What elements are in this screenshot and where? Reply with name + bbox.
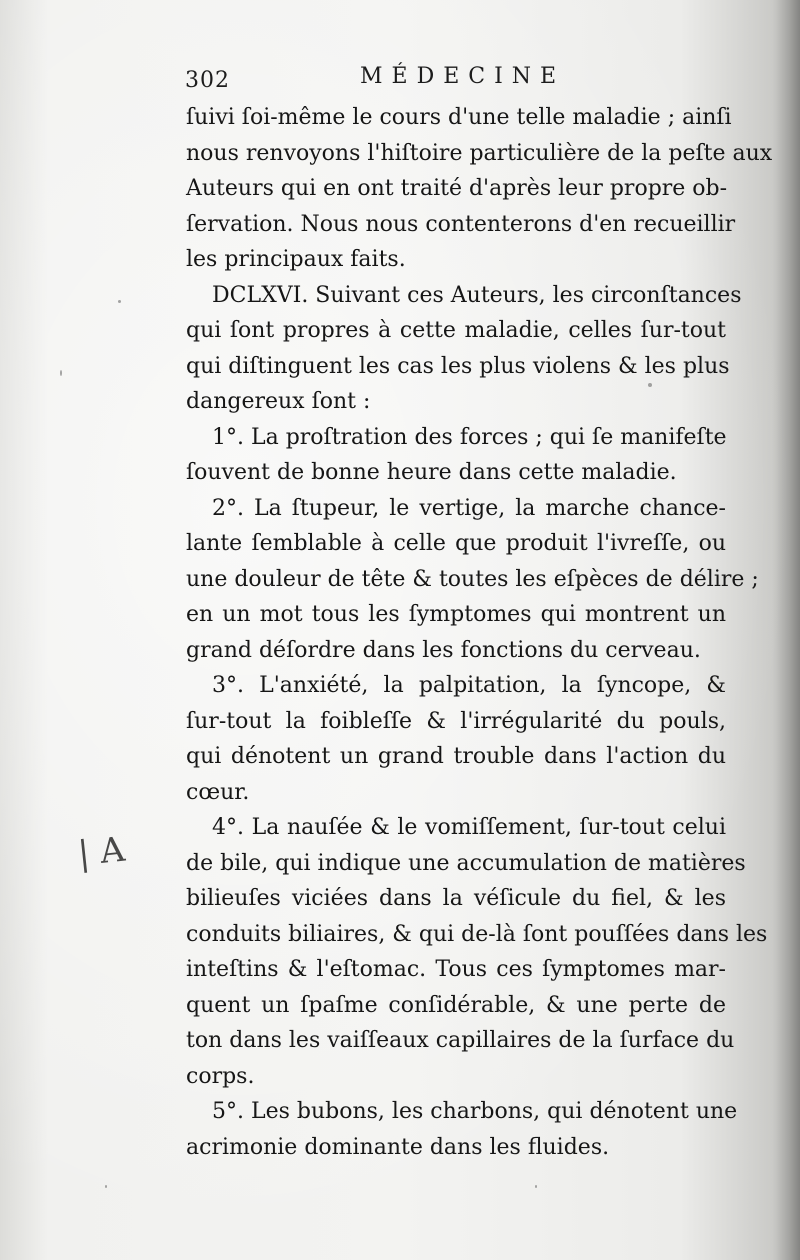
text-line: inteſtins & l'eſtomac. Tous ces ſymptomes mar- bbox=[186, 957, 726, 982]
paper-speck bbox=[105, 1185, 107, 1188]
text-line: ſur-tout la foibleſſe & l'irrégularité du pouls, bbox=[186, 708, 726, 734]
text-line: 5°. Les bubons, les charbons, qui dénotent une bbox=[212, 1099, 738, 1124]
text-line: nous renvoyons l'hiſtoire particulière de la peſte aux bbox=[186, 140, 773, 166]
text-line: qui diſtinguent les cas les plus violens & les plus bbox=[186, 353, 730, 379]
text-line: lante ſemblable à celle que produit l'ivreſſe, ou bbox=[186, 531, 726, 556]
text-line: 2°. La ſtupeur, le vertige, la marche chance- bbox=[212, 495, 726, 521]
text-line: dangereux ſont : bbox=[186, 389, 371, 414]
text-line: qui ſont propres à cette maladie, celles ſur-tout bbox=[186, 318, 726, 343]
text-line: corps. bbox=[186, 1063, 255, 1089]
paper-speck bbox=[60, 370, 62, 376]
text-line: conduits biliaires, & qui de-là ſont pouſſées dans les bbox=[186, 921, 768, 947]
text-line: 3°. L'anxiété, la palpitation, la ſyncope, & bbox=[212, 673, 726, 698]
text-line: qui dénotent un grand trouble dans l'action du bbox=[186, 744, 726, 769]
text-line: 4°. La nauſée & le vomiſſement, ſur-tout celui bbox=[212, 815, 726, 840]
text-line: quent un ſpaſme conſidérable, & une perte de bbox=[186, 992, 726, 1018]
text-line: de bile, qui indique une accumulation de matières bbox=[186, 850, 746, 876]
text-line: Auteurs qui en ont traité d'après leur propre ob- bbox=[186, 176, 728, 201]
text-line: ton dans les vaiſſeaux capillaires de la ſurface du bbox=[186, 1028, 735, 1053]
page-number: 302 bbox=[185, 68, 230, 93]
paper-speck bbox=[535, 1185, 537, 1188]
text-line: 1°. La proſtration des forces ; qui ſe manifeſte bbox=[212, 424, 727, 450]
text-line: DCLXVI. Suivant ces Auteurs, les circonſtances bbox=[212, 282, 742, 308]
text-line: en un mot tous les ſymptomes qui montrent un bbox=[186, 602, 726, 627]
body-text bbox=[186, 100, 773, 1165]
running-head: MÉDECINE bbox=[360, 64, 566, 89]
text-line: acrimonie dominante dans les fluides. bbox=[186, 1134, 610, 1160]
text-line: bilieuſes viciées dans la véſicule du fiel, & les bbox=[186, 886, 726, 911]
text-line: cœur. bbox=[186, 779, 250, 805]
text-line: une douleur de tête & toutes les eſpèces de délire ; bbox=[186, 566, 759, 592]
paper-speck bbox=[118, 300, 121, 303]
handwritten-margin-mark: | A bbox=[76, 829, 127, 875]
text-line: ſouvent de bonne heure dans cette maladie. bbox=[186, 460, 677, 485]
page-header bbox=[185, 64, 725, 100]
text-line: ſuivi ſoi-même le cours d'une telle maladie ; ainſi bbox=[186, 105, 732, 130]
text-line: grand déſordre dans les fonctions du cerveau. bbox=[186, 637, 701, 663]
page-gutter-shadow bbox=[772, 0, 800, 1260]
text-line: ſervation. Nous nous contenterons d'en recueillir bbox=[186, 211, 736, 237]
paper-speck bbox=[648, 383, 652, 387]
text-line: les principaux faits. bbox=[186, 247, 406, 272]
